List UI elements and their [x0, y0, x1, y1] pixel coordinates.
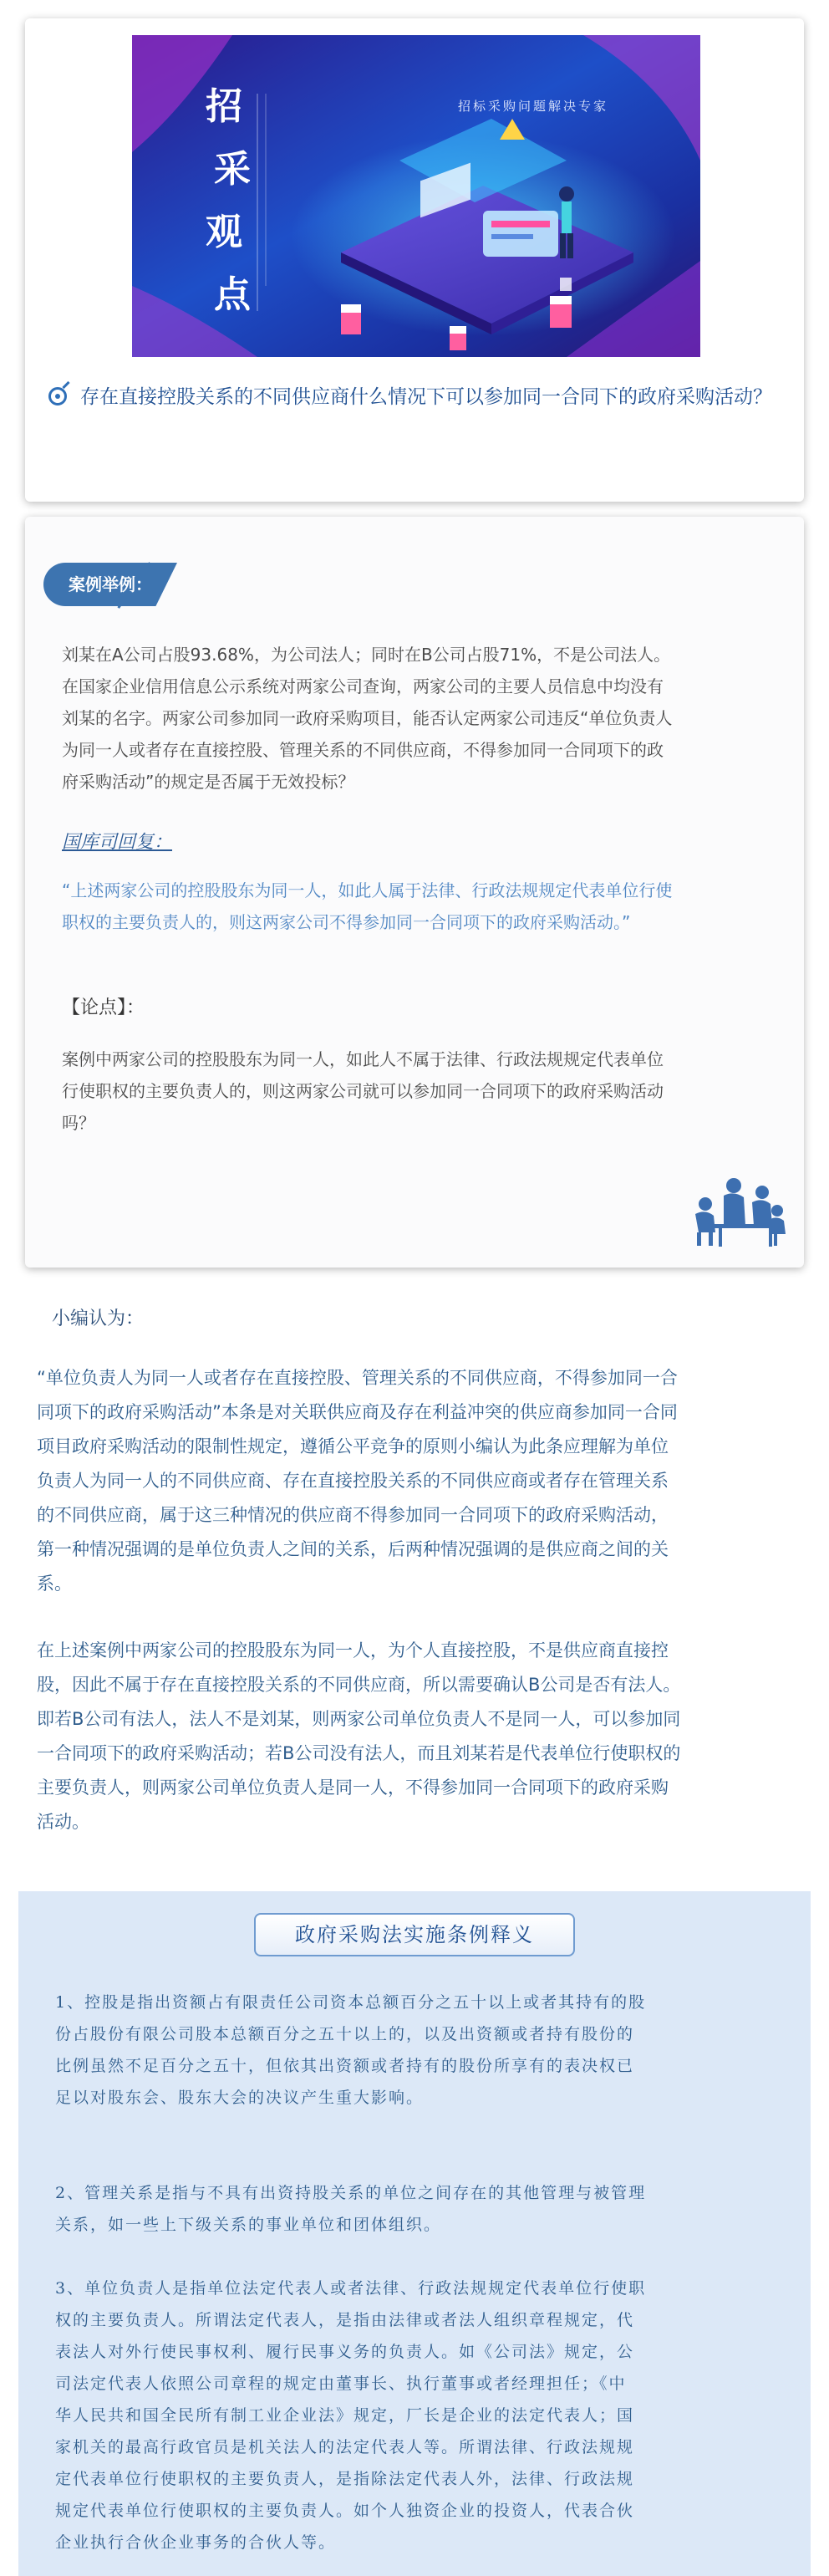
editor-line: 股，因此不属于存在直接控股关系的不同供应商，所以需要确认B公司是否有法人。 — [37, 1675, 681, 1695]
case-line: 在国家企业信用信息公示系统对两家公司查询，两家公司的主要人员信息中均没有 — [62, 676, 664, 696]
regulation-line: 华人民共和国全民所有制工业企业法》规定，厂长是企业的法定代表人；国 — [55, 2406, 635, 2425]
regulation-line: 比例虽然不足百分之五十，但依其出资额或者持有的股份所享有的表决权已 — [55, 2057, 635, 2075]
regulation-line: 企业执行合伙企业事务的合伙人等。 — [55, 2533, 337, 2552]
people-meeting-icon — [690, 1174, 789, 1249]
banner-image — [132, 35, 700, 357]
regulation-item-1 — [55, 1987, 781, 2114]
banner-char-3: 观 — [206, 211, 242, 253]
editor-label: 小编认为： — [52, 1308, 145, 1329]
case-line: 为同一人或者存在直接控股、管理关系的不同供应商，不得参加同一合同项下的政 — [62, 740, 664, 760]
regulation-line: 定代表单位行使职权的主要负责人，是指除法定代表人外，法律、行政法规 — [55, 2470, 635, 2488]
regulation-title: 政府采购法实施条例释义 — [254, 1913, 575, 1956]
regulation-item-3 — [55, 2272, 781, 2558]
regulation-line: 家机关的最高行政官员是机关法人的法定代表人等。所谓法律、行政法规规 — [55, 2438, 635, 2456]
case-tag-label: 案例举例： — [69, 574, 152, 594]
editor-line: 在上述案例中两家公司的控股股东为同一人，为个人直接控股，不是供应商直接控 — [37, 1640, 669, 1660]
editor-line: “单位负责人为同一人或者存在直接控股、管理关系的不同供应商，不得参加同一合 — [37, 1368, 678, 1388]
editor-line: 同项下的政府采购活动”本条是对关联供应商及存在利益冲突的供应商参加同一合同 — [37, 1402, 678, 1422]
target-icon — [48, 387, 67, 406]
editor-paragraph-1 — [37, 1361, 792, 1601]
reply-line: “上述两家公司的控股股东为同一人，如此人属于法律、行政法规规定代表单位行使 — [62, 880, 673, 900]
regulation-line: 3、单位负责人是指单位法定代表人或者法律、行政法规规定代表单位行使职 — [55, 2279, 647, 2298]
case-line: 刘某在A公司占股93.68%，为公司法人；同时在B公司占股71%，不是公司法人。 — [62, 645, 671, 665]
editor-line: 的不同供应商，属于这三种情况的供应商不得参加同一合同项下的政府采购活动， — [37, 1505, 669, 1525]
case-card — [25, 517, 804, 1268]
editor-line: 系。 — [37, 1574, 72, 1594]
regulation-line: 份占股份有限公司股本总额百分之五十以上的，以及出资额或者持有股份的 — [55, 2025, 635, 2043]
editor-paragraph-2 — [37, 1634, 792, 1839]
reply-quote — [62, 875, 781, 938]
point-text — [62, 1043, 781, 1139]
question-text: 存在直接控股关系的不同供应商什么情况下可以参加同一合同下的政府采购活动？ — [80, 386, 772, 408]
reply-label: 国库司回复： — [62, 832, 173, 853]
editor-line: 一合同项下的政府采购活动；若B公司没有法人，而且刘某若是代表单位行使职权的 — [37, 1743, 681, 1763]
case-tag — [43, 563, 186, 606]
point-label: 【论点】： — [62, 997, 145, 1018]
banner-illustration — [132, 35, 700, 357]
header-card — [25, 18, 804, 502]
regulation-line: 1、控股是指出资额占有限责任公司资本总额百分之五十以上或者其持有的股 — [55, 1993, 647, 2012]
banner-char-4: 点 — [214, 273, 251, 316]
regulation-item-2 — [55, 2177, 781, 2241]
regulation-line: 关系，如一些上下级关系的事业单位和团体组织。 — [55, 2216, 442, 2234]
point-line: 行使职权的主要负责人的，则这两家公司就可以参加同一合同项下的政府采购活动 — [62, 1081, 664, 1101]
regulation-line: 规定代表单位行使职权的主要负责人。如个人独资企业的投资人，代表合伙 — [55, 2502, 635, 2520]
editor-line: 项目政府采购活动的限制性规定，遵循公平竞争的原则小编认为此条应理解为单位 — [37, 1436, 669, 1456]
editor-line: 即若B公司有法人，法人不是刘某，则两家公司单位负责人不是同一人，可以参加同 — [37, 1709, 681, 1729]
banner-subtitle: 招标采购问题解决专家 — [458, 99, 609, 114]
banner-char-2: 采 — [214, 148, 251, 191]
case-description — [62, 639, 781, 798]
regulation-section — [18, 1891, 811, 2576]
regulation-line: 足以对股东会、股东大会的决议产生重大影响。 — [55, 2089, 425, 2107]
regulation-line: 司法定代表人依照公司章程的规定由董事长、执行董事或者经理担任；《中 — [55, 2375, 627, 2393]
reply-line: 职权的主要负责人的，则这两家公司不得参加同一合同项下的政府采购活动。” — [62, 912, 631, 932]
regulation-line: 2、管理关系是指与不具有出资持股关系的单位之间存在的其他管理与被管理 — [55, 2184, 647, 2202]
banner-char-1: 招 — [206, 85, 242, 128]
case-line: 府采购活动”的规定是否属于无效投标？ — [62, 772, 355, 792]
regulation-line: 权的主要负责人。所谓法定代表人，是指由法律或者法人组织章程规定，代 — [55, 2311, 635, 2329]
case-line: 刘某的名字。两家公司参加同一政府采购项目，能否认定两家公司违反“单位负责人 — [62, 708, 673, 728]
point-line: 吗？ — [62, 1113, 95, 1133]
editor-line: 活动。 — [37, 1812, 89, 1832]
editor-line: 主要负责人，则两家公司单位负责人是同一人，不得参加同一合同项下的政府采购 — [37, 1778, 669, 1798]
regulation-line: 表法人对外行使民事权利、履行民事义务的负责人。如《公司法》规定，公 — [55, 2343, 635, 2361]
editor-line: 第一种情况强调的是单位负责人之间的关系，后两种情况强调的是供应商之间的关 — [37, 1539, 669, 1559]
question-title — [43, 380, 787, 415]
editor-line: 负责人为同一人的不同供应商、存在直接控股关系的不同供应商或者存在管理关系 — [37, 1471, 669, 1491]
point-line: 案例中两家公司的控股股东为同一人，如此人不属于法律、行政法规规定代表单位 — [62, 1049, 664, 1069]
